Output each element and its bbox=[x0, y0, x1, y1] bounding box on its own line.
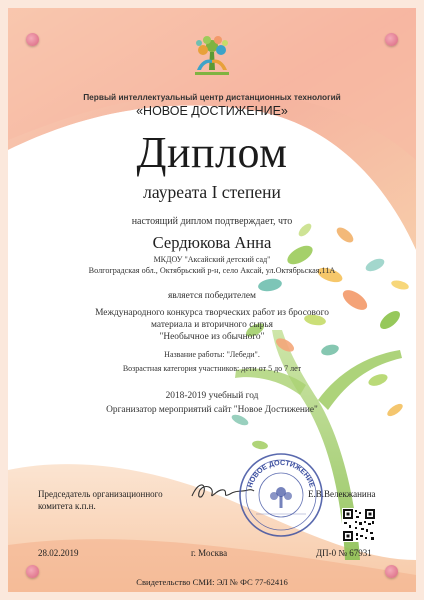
contest-line1: Международного конкурса творческих работ из бросового bbox=[95, 308, 329, 318]
seal-text: НОВОЕ ДОСТИЖЕНИЕ bbox=[245, 457, 317, 489]
work-title: Название работы: "Лебеди". bbox=[164, 350, 260, 359]
official-seal-icon bbox=[238, 452, 324, 538]
issue-city: г. Москва bbox=[191, 548, 228, 558]
diploma-title: Диплом bbox=[136, 128, 288, 177]
pin-top-right bbox=[385, 33, 398, 46]
academic-year: 2018-2019 учебный год bbox=[165, 391, 259, 401]
media-certificate: Свидетельство СМИ: ЭЛ № ФС 77-62416 bbox=[136, 577, 288, 587]
contest-line2: материала и вторичного сырья bbox=[151, 320, 273, 330]
age-category: Возрастная категория участников: дети от 5 до 7 лет bbox=[122, 364, 302, 373]
tree-logo-icon bbox=[185, 30, 239, 84]
signer-role-line1: Председатель организационного bbox=[38, 489, 163, 499]
qr-code-icon bbox=[342, 508, 376, 542]
contest-line3: "Необычное из обычного" bbox=[159, 332, 265, 342]
confirm-text: настоящий диплом подтверждает, что bbox=[131, 216, 293, 227]
org-name: «НОВОЕ ДОСТИЖЕНИЕ» bbox=[136, 104, 288, 118]
signer-name: Е.В.Велекжанина bbox=[308, 489, 376, 499]
organizer-text: Организатор мероприятий сайт "Новое Достижение" bbox=[106, 405, 318, 415]
org-line1: Первый интеллектуальный центр дистанционных технологий bbox=[83, 92, 341, 102]
pin-top-left bbox=[26, 33, 39, 46]
diploma-degree: лауреата I степени bbox=[143, 182, 281, 202]
winner-text: является победителем bbox=[167, 291, 256, 301]
issue-date: 28.02.2019 bbox=[38, 548, 79, 558]
signer-role-line2: комитета к.п.н. bbox=[38, 501, 96, 511]
recipient-name: Сердюкова Анна bbox=[152, 233, 272, 252]
diploma-number: ДП-0 № 67931 bbox=[316, 548, 372, 558]
school-address: Волгоградская обл., Октябрьский р-н, село Аксай, ул.Октябрьская,11А bbox=[88, 266, 336, 275]
school-name: МКДОУ "Аксайский детский сад" bbox=[153, 255, 271, 264]
